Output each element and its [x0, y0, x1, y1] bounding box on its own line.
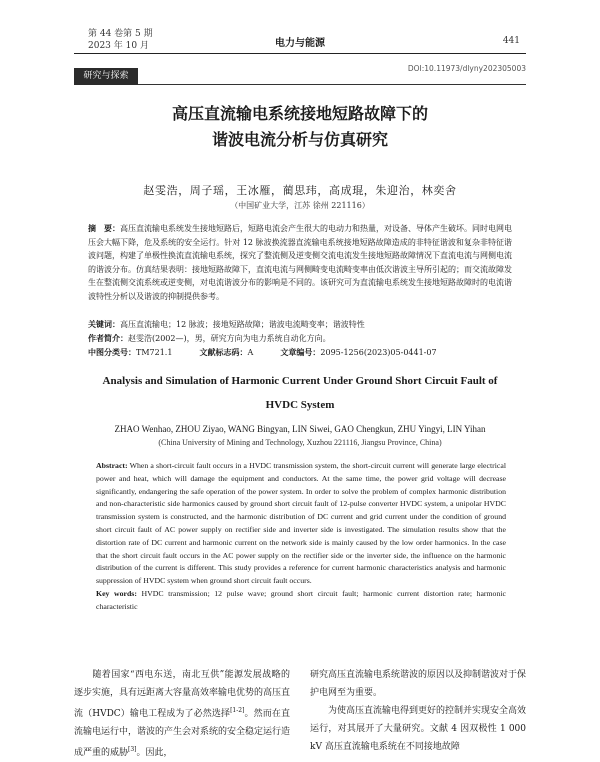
keywords-cn — [88, 318, 512, 331]
abstract-cn-label: 摘 要： — [88, 223, 120, 233]
title-en-line-1: Analysis and Simulation of Harmonic Current Under Ground Short Circuit Fault of — [102, 375, 498, 387]
date-label: 2023 年 10 月 — [88, 41, 149, 51]
keywords-en-text: HVDC transmission; 12 pulse wave; ground short circuit fault; harmonic current distortion rate; harmonic characteristic — [96, 588, 506, 611]
author-intro — [88, 332, 512, 345]
body-left-text-2: 。然而在直流输电运行中，谐波的产生会对系统的安全稳定运行造成严重的威胁 — [74, 709, 291, 758]
doi: DOI:10.11973/dlyny202305003 — [407, 64, 526, 73]
clc-label: 中图分类号： — [88, 347, 136, 357]
affiliation-en: (China University of Mining and Technology, Xuzhou 221116, Jiangsu Province, China) — [158, 438, 442, 447]
citation: [3] — [128, 746, 137, 753]
body-left-text: 随着国家“西电东送，南北互供”能源发展战略的逐步实施，具有远距离大容量高效率输电优势的高压直流（HVDC）输电工程成为了必然选择 — [74, 670, 291, 719]
citation: [1-2] — [230, 707, 245, 714]
affiliation-cn: （中国矿业大学，江苏 徐州 221116） — [230, 201, 370, 210]
article-no-label: 文章编号： — [280, 347, 321, 357]
journal-name: 电力与能源 — [275, 38, 325, 49]
author-intro-text: 赵雯浩(2002—)，男，研究方向为电力系统自动化方向。 — [128, 334, 331, 343]
abstract-en-text: When a short-circuit fault occurs in a HVDC transmission system, the short-circuit current will generate large electrical power and heat, which will damage the equipment and conductors. At the same time, the power grid voltage will decrease significantly, endangering the safe operation of the power system. In order to solve the problem of complex harmonic distribution and non-characteristic side harmonics caused by ground short circuit fault of 12-pulse converter HVDC system, a unipolar HVDC transmission system is constructed, and the harmonic distribution of DC current and grid current under the condition of ground short circuit fault of AC power supply on rectifier side and inverter side is investigated. The simulation results show that the distortion rate of DC current and harmonic current on the network side is mainly caused by the low order harmonics. In the case that the short circuit fault occurs in the AC power supply on the rectifier side or the inverter side, the influence on the harmonic distribution of the current is different. This study provides a reference for current harmonic characteristics analysis and harmonic suppression of HVDC system when ground short circuit fault occurs. — [96, 461, 506, 586]
abstract-cn — [88, 222, 512, 304]
body-right-text: 研究高压直流输电系统谐波的原因以及抑制谐波对于保护电网至为重要。 — [310, 670, 527, 698]
page-number: 441 — [502, 36, 520, 46]
title-cn-line-1: 高压直流输电系统接地短路故障下的 — [171, 104, 428, 123]
keywords-en-label: Key words: — [96, 588, 137, 598]
clc-value: TM721.1 — [136, 348, 173, 357]
body-column-left — [74, 666, 290, 762]
abstract-cn-text: 高压直流输电系统发生接地短路后，短路电流会产生很大的电动力和热量，对设备、导体产生破坏。同时电网电压会大幅下降，危及系统的安全运行。针对 12 脉波换流器直流输电系统接地短路故障造成的非特征谐波和复杂非特征谐波问题，构建了单极性换流直流输电系统，探究了整流侧及逆变侧交流电流发生接地短路故障情况下直流电流与网侧电流的谐波分布。仿真结果表明：接地短路故障下，直流电流与网侧畸变电流畸变率由低次谐波主导所引起的；而交流故障发生在整流侧交流系统或逆变侧，对电流谐波分布的影响是不同的。该研究可为直流输电系统发生接地短路故障时的电流谐波特性分析以及谐波的抑制提供参考。 — [88, 224, 512, 301]
author-intro-label: 作者简介： — [88, 333, 128, 343]
title-en-line-2: HVDC System — [265, 399, 335, 411]
doc-code-value: A — [247, 348, 254, 357]
abstract-en — [96, 460, 506, 614]
body-right-text-2: 为使高压直流输电得到更好的控制并实现安全高效运行，对其展开了大量研究。文献 4 因双极性 1 000 kV 高压直流输电系统在不同接地故障 — [310, 706, 527, 752]
authors-cn: 赵雯浩，周子瑶，王冰雁，蔺思玮，高成琨，朱迎治，林奕舍 — [143, 184, 457, 197]
section-tag: 研究与探索 — [74, 68, 138, 85]
abstract-en-label: Abstract: — [96, 461, 128, 470]
authors-en: ZHAO Wenhao, ZHOU Ziyao, WANG Bingyan, LIN Siwei, GAO Chengkun, ZHU Yingyi, LIN Yihan — [114, 424, 486, 434]
classification-line — [88, 346, 512, 359]
body-left-text-3: 。因此， — [136, 748, 173, 758]
body-column-right — [310, 666, 526, 756]
header-rule — [74, 53, 526, 54]
article-no-value: 2095-1256(2023)05-0441-07 — [320, 348, 437, 357]
title-cn-line-2: 谐波电流分析与仿真研究 — [211, 130, 388, 149]
section-rule — [138, 84, 526, 85]
doc-code-label: 文献标志码： — [199, 347, 248, 357]
keywords-cn-text: 高压直流输电；12 脉波；接地短路故障；谐波电流畸变率；谐波特性 — [120, 320, 365, 329]
keywords-cn-label: 关键词： — [88, 319, 120, 329]
volume-label: 第 44 卷第 5 期 — [88, 29, 153, 39]
